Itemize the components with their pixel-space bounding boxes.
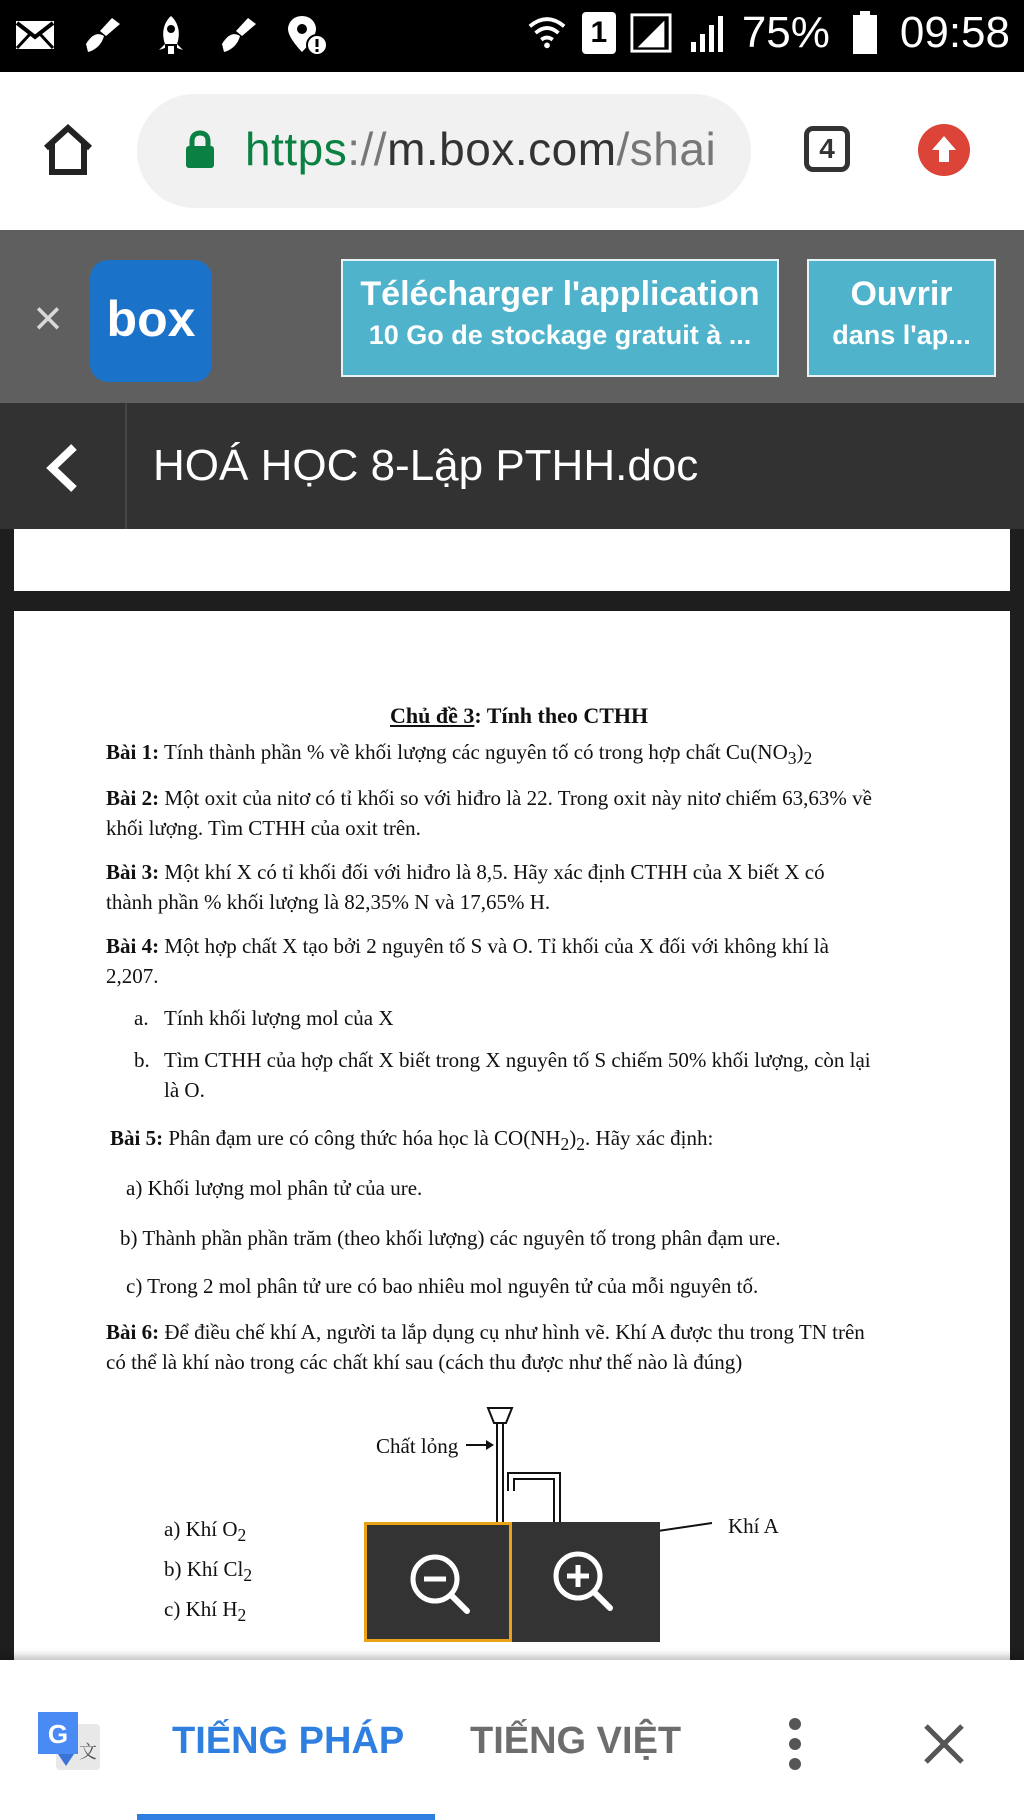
exercise-5a: a) Khối lượng mol phân tử của ure. [126,1176,423,1200]
zoom-controls [364,1522,660,1642]
back-arrow-icon[interactable] [42,443,82,493]
exercise-4b-line: là O. [164,1078,205,1102]
exercise-6-line: có thể là khí nào trong các chất khí sau (cách thu được như thế nào là đúng) [106,1350,743,1374]
more-options-icon[interactable] [780,1716,810,1772]
document-header [0,403,1024,529]
diagram-label-liquid: Chất lỏng [376,1434,459,1458]
location-alert-icon [286,14,328,56]
address-bar[interactable] [137,94,751,208]
rocket-icon [150,14,192,56]
open-in-app-title: Ouvrir [850,275,953,313]
document-viewer[interactable] [0,529,1024,1660]
exercise-3: Bài 3: Một khí X có tỉ khối đối với hiđro là 8,5. Hãy xác định CTHH của X biết X có [106,860,825,884]
lock-icon [183,130,217,170]
google-translate-icon[interactable] [36,1710,102,1772]
zoom-out-button[interactable] [364,1522,512,1642]
option-b: b) Khí $Cl_2$ [164,1557,253,1586]
exercise-3-line: thành phần % khối lượng là 82,35% N và 17,65% H. [106,890,551,914]
document-page [14,529,1010,591]
active-tab-indicator [137,1814,435,1820]
tab-source-language[interactable]: TIẾNG PHÁP [172,1720,405,1762]
broom-icon [218,14,260,56]
home-icon[interactable] [40,122,96,178]
box-logo: box [90,260,212,382]
exercise-2-line: khối lượng. Tìm CTHH của oxit trên. [106,816,421,840]
exercise-6: Bài 6: Để điều chế khí A, người ta lắp dụng cụ như hình vẽ. Khí A được thu trong TN trên [106,1320,865,1344]
clock: 09:58 [899,8,1010,57]
exercise-4-line: 2,207. [106,964,159,988]
exercise-5c: c) Trong 2 mol phân tử ure có bao nhiêu mol nguyên tử của mỗi nguyên tố. [126,1274,759,1298]
download-app-title: Télécharger l'application [360,275,760,313]
battery-percent: 75% [741,8,830,57]
zoom-in-icon [512,1522,660,1642]
document-title: HOÁ HỌC 8-Lập PTHH.doc [153,441,699,490]
tab-switcher-button[interactable]: 4 [804,126,850,172]
document-page [14,611,1010,1660]
download-app-subtitle: 10 Go de stockage gratuit à ... [368,320,752,350]
exercise-4b-marker: b. [134,1048,150,1072]
translate-bar [0,1660,1024,1820]
exercise-4a-marker: a. [134,1006,149,1030]
download-app-button[interactable] [341,259,779,377]
banner-close-button[interactable]: × [33,290,63,346]
exercise-2: Bài 2: Một oxit của nitơ có tỉ khối so với hiđro là 22. Trong oxit này nitơ chiếm 63,63% về [106,786,872,810]
wifi-icon [526,12,568,54]
tab-target-language[interactable]: TIẾNG VIỆT [470,1720,682,1762]
header-divider [125,403,127,529]
open-in-app-subtitle: dans l'ap... [832,320,971,350]
sim-icon: 1 [582,12,616,54]
exercise-4a: Tính khối lượng mol của X [164,1006,394,1030]
signal-icon [686,12,728,54]
battery-icon [844,12,886,54]
broom-icon [82,14,124,56]
app-banner [0,230,1024,403]
option-a: a) Khí $O_2$ [164,1517,247,1546]
exercise-5: Bài 5: Phân đạm ure có công thức hóa học là $CO(NH_2)_2$. Hãy xác định: [110,1126,714,1155]
mail-icon [14,14,56,56]
exercise-5b: b) Thành phần phần trăm (theo khối lượng) các nguyên tố trong phân đạm ure. [120,1226,781,1250]
close-icon[interactable] [922,1722,966,1766]
option-c: c) Khí $H_2$ [164,1597,247,1626]
zoom-out-icon [367,1525,515,1645]
url-text: https://m.box.com/shai [245,123,717,175]
topic-heading: Chủ đề 3: Tính theo CTHH [390,703,649,728]
diagram-label-gas: Khí A [728,1514,779,1538]
exercise-4: Bài 4: Một hợp chất X tạo bởi 2 nguyên tố S và O. Tỉ khối của X đối với không khí là [106,934,829,958]
open-in-app-button[interactable] [807,259,996,377]
svg-text:文: 文 [79,1742,97,1763]
update-icon[interactable] [918,124,970,176]
status-bar [0,0,1024,72]
exercise-1: Bài 1: Tính thành phần % về khối lượng các nguyên tố có trong hợp chất $Cu(NO_3)_2$ [106,740,813,769]
signal-icon [630,12,672,54]
svg-text:G: G [47,1719,69,1749]
zoom-in-button[interactable] [512,1522,660,1642]
apparatus-diagram [14,611,1010,1660]
browser-toolbar [0,72,1024,230]
exercise-4b: Tìm CTHH của hợp chất X biết trong X nguyên tố S chiếm 50% khối lượng, còn lại [164,1048,871,1072]
